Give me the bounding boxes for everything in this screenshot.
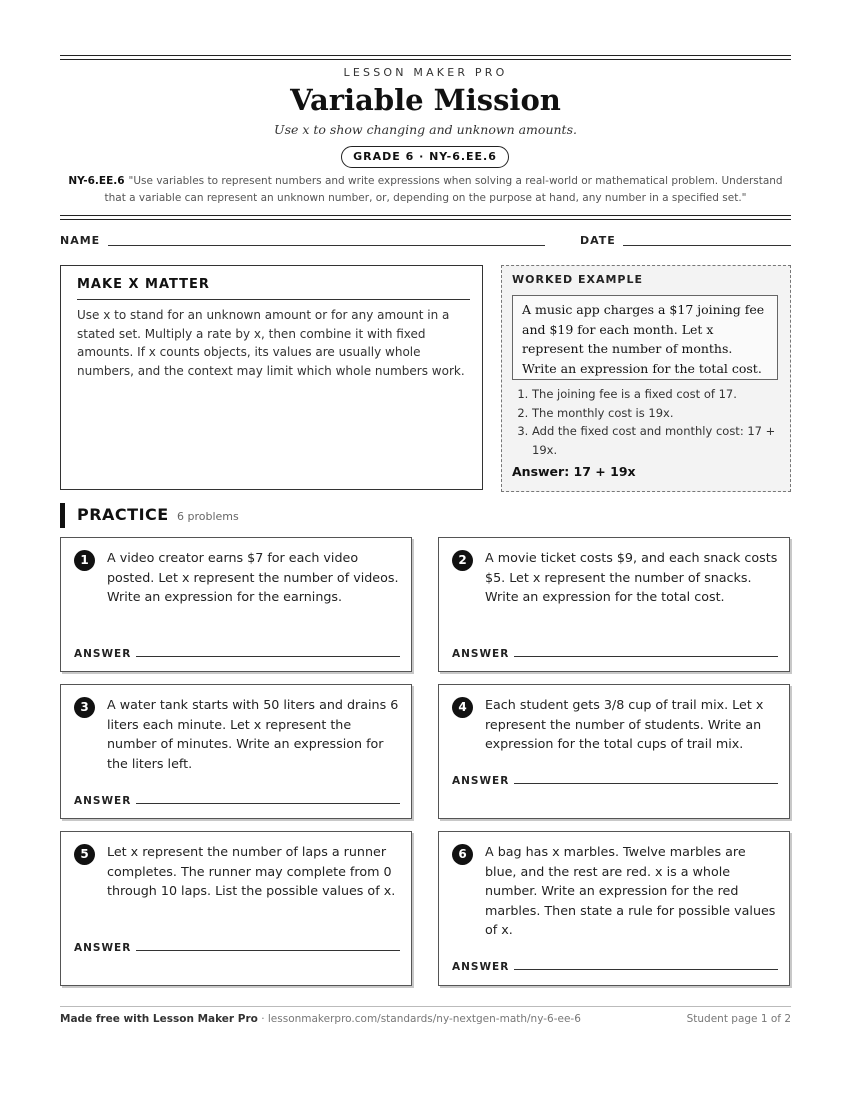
footer-divider [60,1006,791,1007]
answer-label: ANSWER [452,961,510,973]
worked-example-step: 3. Add the fixed cost and monthly cost: 17 + 19x. [532,422,780,459]
worked-example-heading: WORKED EXAMPLE [512,273,643,286]
grade-badge: GRADE 6 · NY-6.EE.6 [341,146,509,168]
problem-card-6 [438,831,790,986]
standard-text: "Use variables to represent numbers and write expressions when solving a real-world or mathematical problem. Understand that a variable can represent an unknown number, or, depending on the purpose at hand, any number in a specified set." [104,175,783,204]
name-field[interactable] [108,245,545,246]
intro-body: Use x to stand for an unknown amount or for any amount in a stated set. Multiply a rate by x, then combine it with fixed amounts. If x counts objects, its values are usually whole numbers, and the context may limit which whole numbers work. [77,308,465,378]
problem-number-badge: 6 [452,844,473,865]
answer-label: ANSWER [452,775,510,787]
problem-number-badge: 1 [74,550,95,571]
worked-example-panel [501,265,791,492]
answer-label: ANSWER [74,648,132,660]
problem-number-badge: 2 [452,550,473,571]
page-subtitle: Use x to show changing and unknown amounts. [274,122,577,137]
problem-text: A movie ticket costs $9, and each snack costs $5. Let x represent the number of snacks. Write an expression for the total cost. [485,550,778,604]
problem-card-1 [60,537,412,672]
header-bottom-rule [60,215,791,216]
intro-divider [77,299,470,300]
practice-count: 6 problems [177,510,239,523]
date-field[interactable] [623,245,791,246]
top-rule-thin [60,59,791,60]
problem-text: Each student gets 3/8 cup of trail mix. Let x represent the number of students. Write an expression for the total cups of trail mix. [485,697,764,751]
footer-credit [60,1013,581,1025]
top-rule [60,55,791,56]
problem-text: A bag has x marbles. Twelve marbles are blue, and the rest are red. x is a whole number. Write an expression for the red marbles. Then state a rule for possible values of x. [485,844,776,937]
answer-field[interactable] [136,803,400,804]
answer-field[interactable] [136,950,400,951]
worked-example-problem: A music app charges a $17 joining fee and $19 for each month. Let x represent the number of months. Write an expression for the total cost. [512,295,778,380]
worked-example-step: 1. The joining fee is a fixed cost of 17. [532,385,780,404]
standard-code: NY-6.EE.6 [68,175,125,187]
worked-example-answer: Answer: 17 + 19x [512,464,636,479]
worked-example-step: 2. The monthly cost is 19x. [532,404,780,423]
answer-field[interactable] [514,656,778,657]
answer-label: ANSWER [74,795,132,807]
brand-name: LESSON MAKER PRO [343,66,508,79]
problem-number-badge: 4 [452,697,473,718]
answer-field[interactable] [514,783,778,784]
problem-number-badge: 5 [74,844,95,865]
problem-text: Let x represent the number of laps a runner completes. The runner may complete from 0 through 10 laps. List the possible values of x. [107,844,396,898]
name-label: NAME [60,234,101,247]
problem-card-4 [438,684,790,819]
page-title: Variable Mission [290,83,561,117]
answer-field[interactable] [136,656,400,657]
intro-heading: MAKE X MATTER [77,277,210,292]
standard-statement [60,173,791,207]
problem-text: A water tank starts with 50 liters and drains 6 liters each minute. Let x represent the number of minutes. Write an expression for the liters left. [107,697,399,771]
footer-url[interactable]: · lessonmakerpro.com/standards/ny-nextgen-math/ny-6-ee-6 [257,1013,581,1025]
practice-title: PRACTICE [77,505,169,524]
problem-card-2 [438,537,790,672]
intro-panel [60,265,483,490]
footer-page-number: Student page 1 of 2 [686,1013,791,1025]
problem-card-5 [60,831,412,986]
problem-card-3 [60,684,412,819]
problem-text: A video creator earns $7 for each video posted. Let x represent the number of videos. Write an expression for the earnings. [107,550,399,604]
header-bottom-rule-thick [60,219,791,220]
footer-made-with: Made free with Lesson Maker Pro [60,1013,258,1025]
date-label: DATE [580,234,616,247]
practice-accent-bar [60,503,65,528]
worked-example-steps [512,385,780,459]
answer-field[interactable] [514,969,778,970]
answer-label: ANSWER [74,942,132,954]
answer-label: ANSWER [452,648,510,660]
problem-number-badge: 3 [74,697,95,718]
